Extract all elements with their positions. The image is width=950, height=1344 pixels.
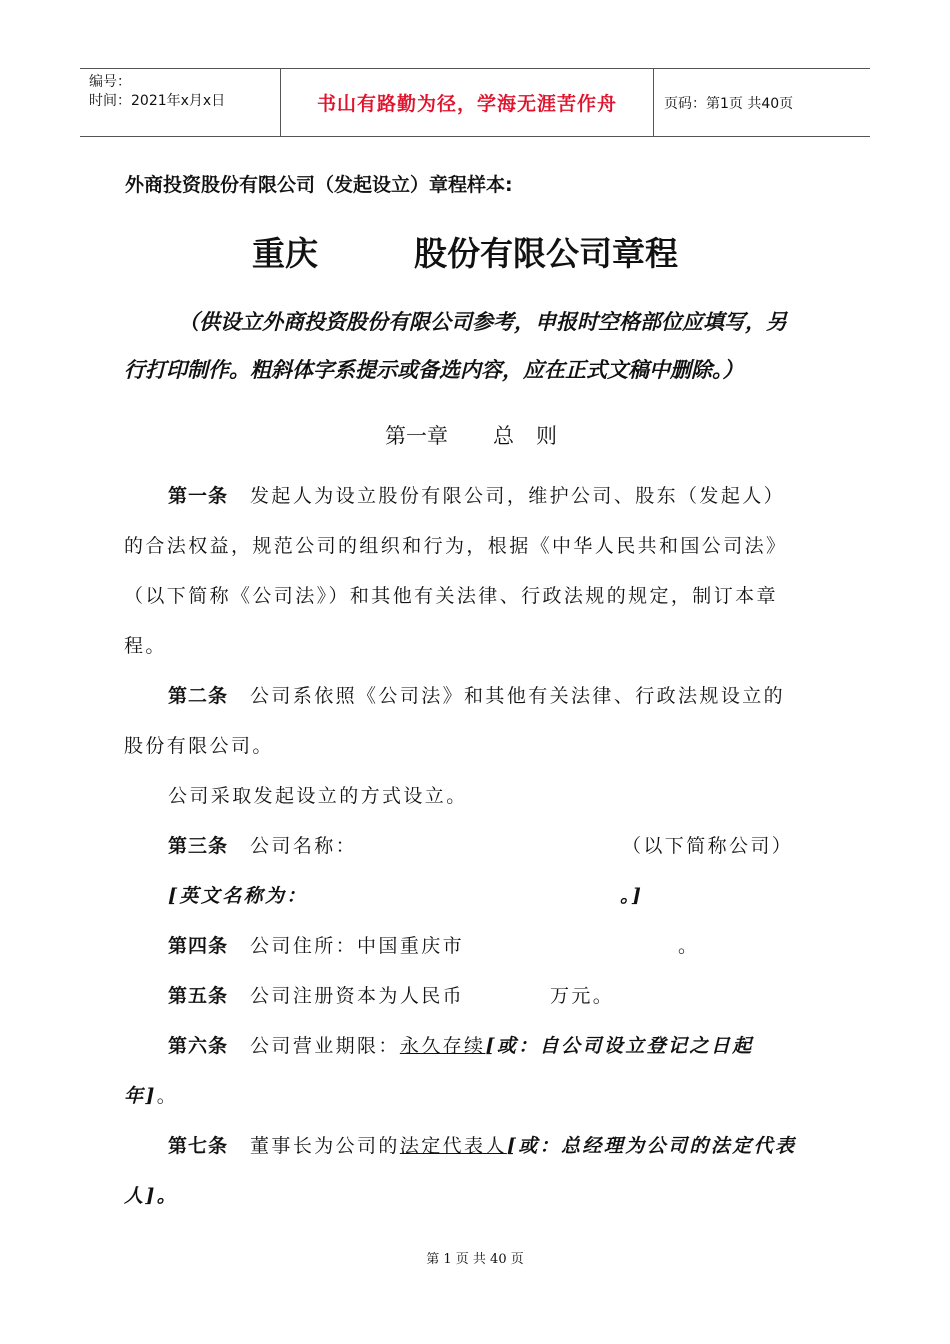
article-1-line-2: 的合法权益，规范公司的组织和行为，根据《中华人民共和国公司法》 <box>124 535 788 557</box>
intro-heading: 外商投资股份有限公司（发起设立）章程样本: <box>125 174 513 196</box>
article-7-label: 第七条 <box>168 1135 229 1157</box>
document-header <box>80 68 870 137</box>
page-footer: 第 1 页 共 40 页 <box>426 1252 524 1267</box>
article-2-label: 第二条 <box>168 685 229 707</box>
chapter-number: 第一章 <box>385 424 448 448</box>
chapter-name-1: 总 <box>493 424 514 448</box>
time-label: 时间：2021年x月x日 <box>89 93 226 109</box>
title-part1: 重庆 <box>252 234 318 273</box>
article-5-label: 第五条 <box>168 985 229 1007</box>
header-page-info: 页码：第1页 共40页 <box>664 95 794 112</box>
article-2-line-1: 第二条 公司系依照《公司法》和其他有关法律、行政法规设立的 <box>168 685 786 707</box>
article-6-underlined: 永久存续 <box>399 1035 486 1057</box>
article-4-line: 第四条 公司住所：中国重庆市 <box>168 935 465 957</box>
article-7-line-2: 人]。 <box>124 1185 179 1207</box>
article-4-end: 。 <box>678 935 700 957</box>
article-3-suffix: （以下简称公司） <box>622 835 794 857</box>
number-label: 编号： <box>89 74 131 90</box>
article-1-line-1: 第一条 发起人为设立股份有限公司，维护公司、股东（发起人） <box>168 485 786 507</box>
article-5-line: 第五条 公司注册资本为人民币 <box>168 985 465 1007</box>
title-part2: 股份有限公司章程 <box>414 234 678 273</box>
article-1-line-4: 程。 <box>124 635 167 657</box>
article-6-line-1: 第六条 公司营业期限：永久存续[或：自公司设立登记之日起 <box>168 1035 754 1057</box>
article-3-label: 第三条 <box>168 835 229 857</box>
article-6-label: 第六条 <box>168 1035 229 1057</box>
article-3-line-1: 第三条 公司名称： <box>168 835 358 857</box>
article-7-alt: [或：总经理为公司的法定代表 <box>506 1135 797 1157</box>
note-line-1: （供设立外商投资股份有限公司参考，申报时空格部位应填写，另 <box>178 309 787 334</box>
article-7-line-1: 第七条 董事长为公司的法定代表人[或：总经理为公司的法定代表 <box>168 1135 797 1157</box>
article-7-underlined: 法定代表人 <box>399 1135 507 1157</box>
article-3-english-end: 。] <box>620 885 644 907</box>
note-line-2: 行打印制作。粗斜体字系提示或备选内容，应在正式文稿中删除。） <box>124 357 744 382</box>
article-2-line-3: 公司采取发起设立的方式设立。 <box>168 785 468 807</box>
article-3-english-label: [英文名称为： <box>168 885 308 907</box>
article-5-end: 万元。 <box>550 985 615 1007</box>
header-meta <box>80 69 281 136</box>
chapter-name-2: 则 <box>536 424 557 448</box>
article-1-line-3: （以下简称《公司法》）和其他有关法律、行政法规的规定，制订本章 <box>124 585 778 607</box>
chapter-heading <box>385 420 557 450</box>
article-6-line-2: 年]。 <box>124 1085 179 1107</box>
document-title <box>252 228 678 275</box>
header-motto: 书山有路勤为径，学海无涯苦作舟 <box>281 69 654 136</box>
article-4-label: 第四条 <box>168 935 229 957</box>
article-1-label: 第一条 <box>168 485 229 507</box>
article-2-line-2: 股份有限公司。 <box>124 735 274 757</box>
article-6-alt: [或：自公司设立登记之日起 <box>485 1035 754 1057</box>
